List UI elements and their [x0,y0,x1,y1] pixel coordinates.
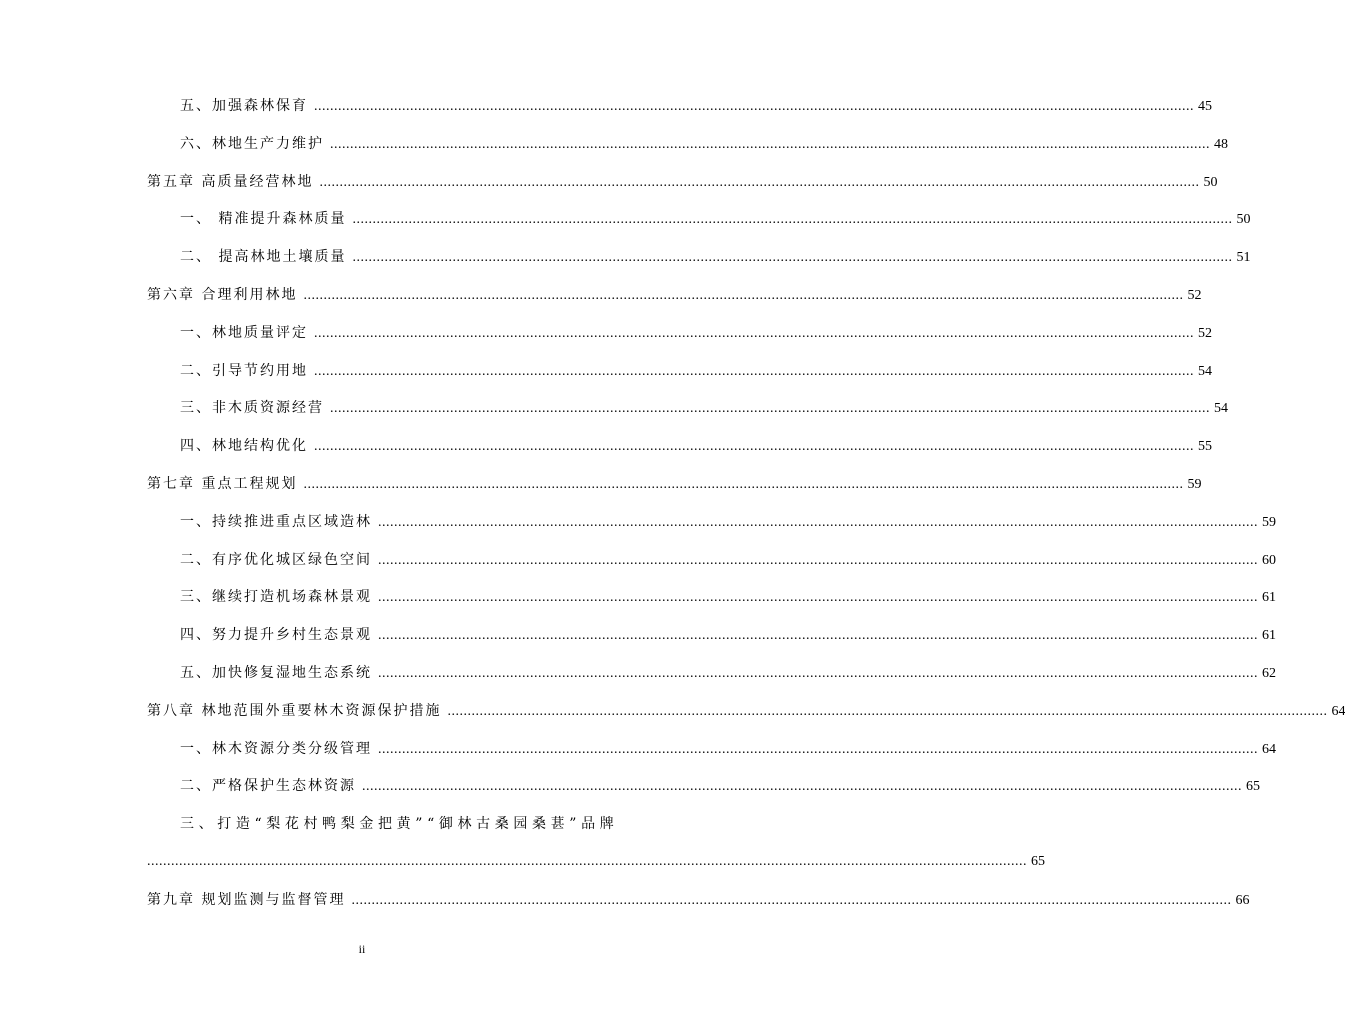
toc-leader-dots: ............................................................................................................................................................................................................................ [147,854,1027,869]
toc-entry[interactable] [0,398,1228,419]
toc-leader-dots: ............................................................................................................................................................................................................................ [330,401,1210,417]
toc-leader-dots: ............................................................................................................................................................................................................................ [378,514,1258,530]
toc-entry-page: 55 [1198,439,1212,455]
toc-entry-page: 50 [1203,174,1218,190]
toc-entry-page: 50 [1236,212,1251,228]
toc-leader-dots: ............................................................................................................................................................................................................................ [352,212,1233,228]
toc-entry-page: 54 [1198,363,1212,379]
toc-entry-page: 52 [1187,288,1202,303]
toc-entry[interactable] [0,247,1251,268]
toc-entry-page: 48 [1214,136,1228,152]
toc-entry-title: 第五章 高质量经营林地 [147,173,314,190]
toc-entry-page: 61 [1262,590,1276,606]
toc-entry-page: 45 [1198,99,1212,114]
toc-leader-dots: ............................................................................................................................................................................................................................ [330,136,1210,152]
toc-entry[interactable] [0,890,1250,911]
toc-entry[interactable] [0,361,1212,382]
toc-leader-dots: ............................................................................................................................................................................................................................ [378,628,1258,644]
toc-entry[interactable] [0,625,1276,646]
toc-entry[interactable] [0,776,1260,797]
toc-leader-dots: ............................................................................................................................................................................................................................ [378,552,1258,568]
toc-entry-title: 二、有序优化城区绿色空间 [180,551,372,568]
toc-leader-dots: ............................................................................................................................................................................................................................ [314,439,1194,455]
toc-entry-title: 三、非木质资源经营 [180,400,324,417]
toc-entry-title: 二、引导节约用地 [180,362,308,379]
toc-entry[interactable] [0,285,1202,306]
toc-entry[interactable] [0,512,1276,533]
toc-entry-page: 51 [1236,250,1251,266]
page-number: ii [358,942,366,956]
toc-entry[interactable] [0,701,1345,722]
toc-entry-page: 61 [1262,628,1276,644]
toc-entry[interactable] [0,134,1228,155]
toc-entry-page: 59 [1187,477,1202,492]
toc-entry-title: 五、加快修复湿地生态系统 [180,665,372,681]
toc-entry-title: 第九章 规划监测与监督管理 [147,891,346,908]
toc-entry-page: 54 [1214,401,1228,417]
toc-entry-title: 一、林地质量评定 [180,324,308,341]
toc-entry-title: 三 、 打 造 “ 梨 花 村 鸭 梨 金 把 黄 ” “ 御 林 古 桑 园 桑 葚 ” 品 牌 [180,816,614,833]
toc-leader-dots: ............................................................................................................................................................................................................................ [314,363,1194,379]
toc-entry-page: 66 [1235,892,1250,908]
toc-entry-page: 65 [1031,854,1045,869]
toc-entry-title: 第六章 合理利用林地 [147,287,298,303]
toc-leader-dots: ............................................................................................................................................................................................................................ [303,477,1184,492]
toc-leader-dots: ............................................................................................................................................................................................................................ [314,325,1194,341]
toc-entry-title: 一、 精准提升森林质量 [180,211,347,228]
toc-entry-title: 第八章 林地范围外重要林木资源保护措施 [147,702,442,719]
toc-leader-dots: ............................................................................................................................................................................................................................ [378,666,1258,681]
toc-entry-page: 62 [1262,666,1276,681]
toc-entry[interactable] [0,474,1202,495]
toc-leader-dots: ............................................................................................................................................................................................................................ [447,703,1328,719]
toc-entry[interactable] [0,209,1251,230]
toc-leader-dots: ............................................................................................................................................................................................................................ [378,590,1258,606]
toc-entry-title: 一、持续推进重点区域造林 [180,513,372,530]
toc-entry-title: 一、林木资源分类分级管理 [180,740,372,757]
toc-entry[interactable] [0,739,1276,760]
toc-entry-page: 64 [1331,703,1345,719]
toc-entry-title: 四、林地结构优化 [180,438,308,455]
toc-leader-dots: ............................................................................................................................................................................................................................ [303,288,1184,303]
toc-entry[interactable] [0,550,1276,571]
toc-entry[interactable] [0,323,1212,344]
toc-entry-title: 第七章 重点工程规划 [147,476,298,492]
toc-entry[interactable] [0,172,1218,193]
toc-entry-title: 六、林地生产力维护 [180,135,324,152]
toc-entry-title: 五、加强森林保育 [180,98,308,114]
toc-entry-page: 60 [1262,552,1276,568]
toc-entry[interactable] [0,663,1276,684]
toc-entry[interactable] [0,814,724,834]
toc-entry-title: 二、 提高林地土壤质量 [180,249,347,266]
toc-entry[interactable] [0,852,1045,872]
toc-leader-dots: ............................................................................................................................................................................................................................ [378,741,1258,757]
toc-leader-dots: ............................................................................................................................................................................................................................ [362,779,1242,795]
toc-entry-title: 三、继续打造机场森林景观 [180,589,372,606]
toc-entry[interactable] [0,96,1212,117]
toc-leader-dots: ............................................................................................................................................................................................................................ [319,174,1200,190]
toc-entry-page: 65 [1246,779,1260,795]
toc-entry-title: 二、严格保护生态林资源 [180,778,356,795]
toc-entry[interactable] [0,587,1276,608]
toc-entry[interactable] [0,436,1212,457]
toc-leader-dots: ............................................................................................................................................................................................................................ [351,892,1232,908]
toc-entry-page: 59 [1262,514,1276,530]
toc-entry-page: 52 [1198,325,1212,341]
toc-leader-dots: ............................................................................................................................................................................................................................ [314,99,1194,114]
toc-leader-dots: ............................................................................................................................................................................................................................ [352,250,1233,266]
toc-entry-title: 四、努力提升乡村生态景观 [180,627,372,644]
toc-entry-page: 64 [1262,741,1276,757]
